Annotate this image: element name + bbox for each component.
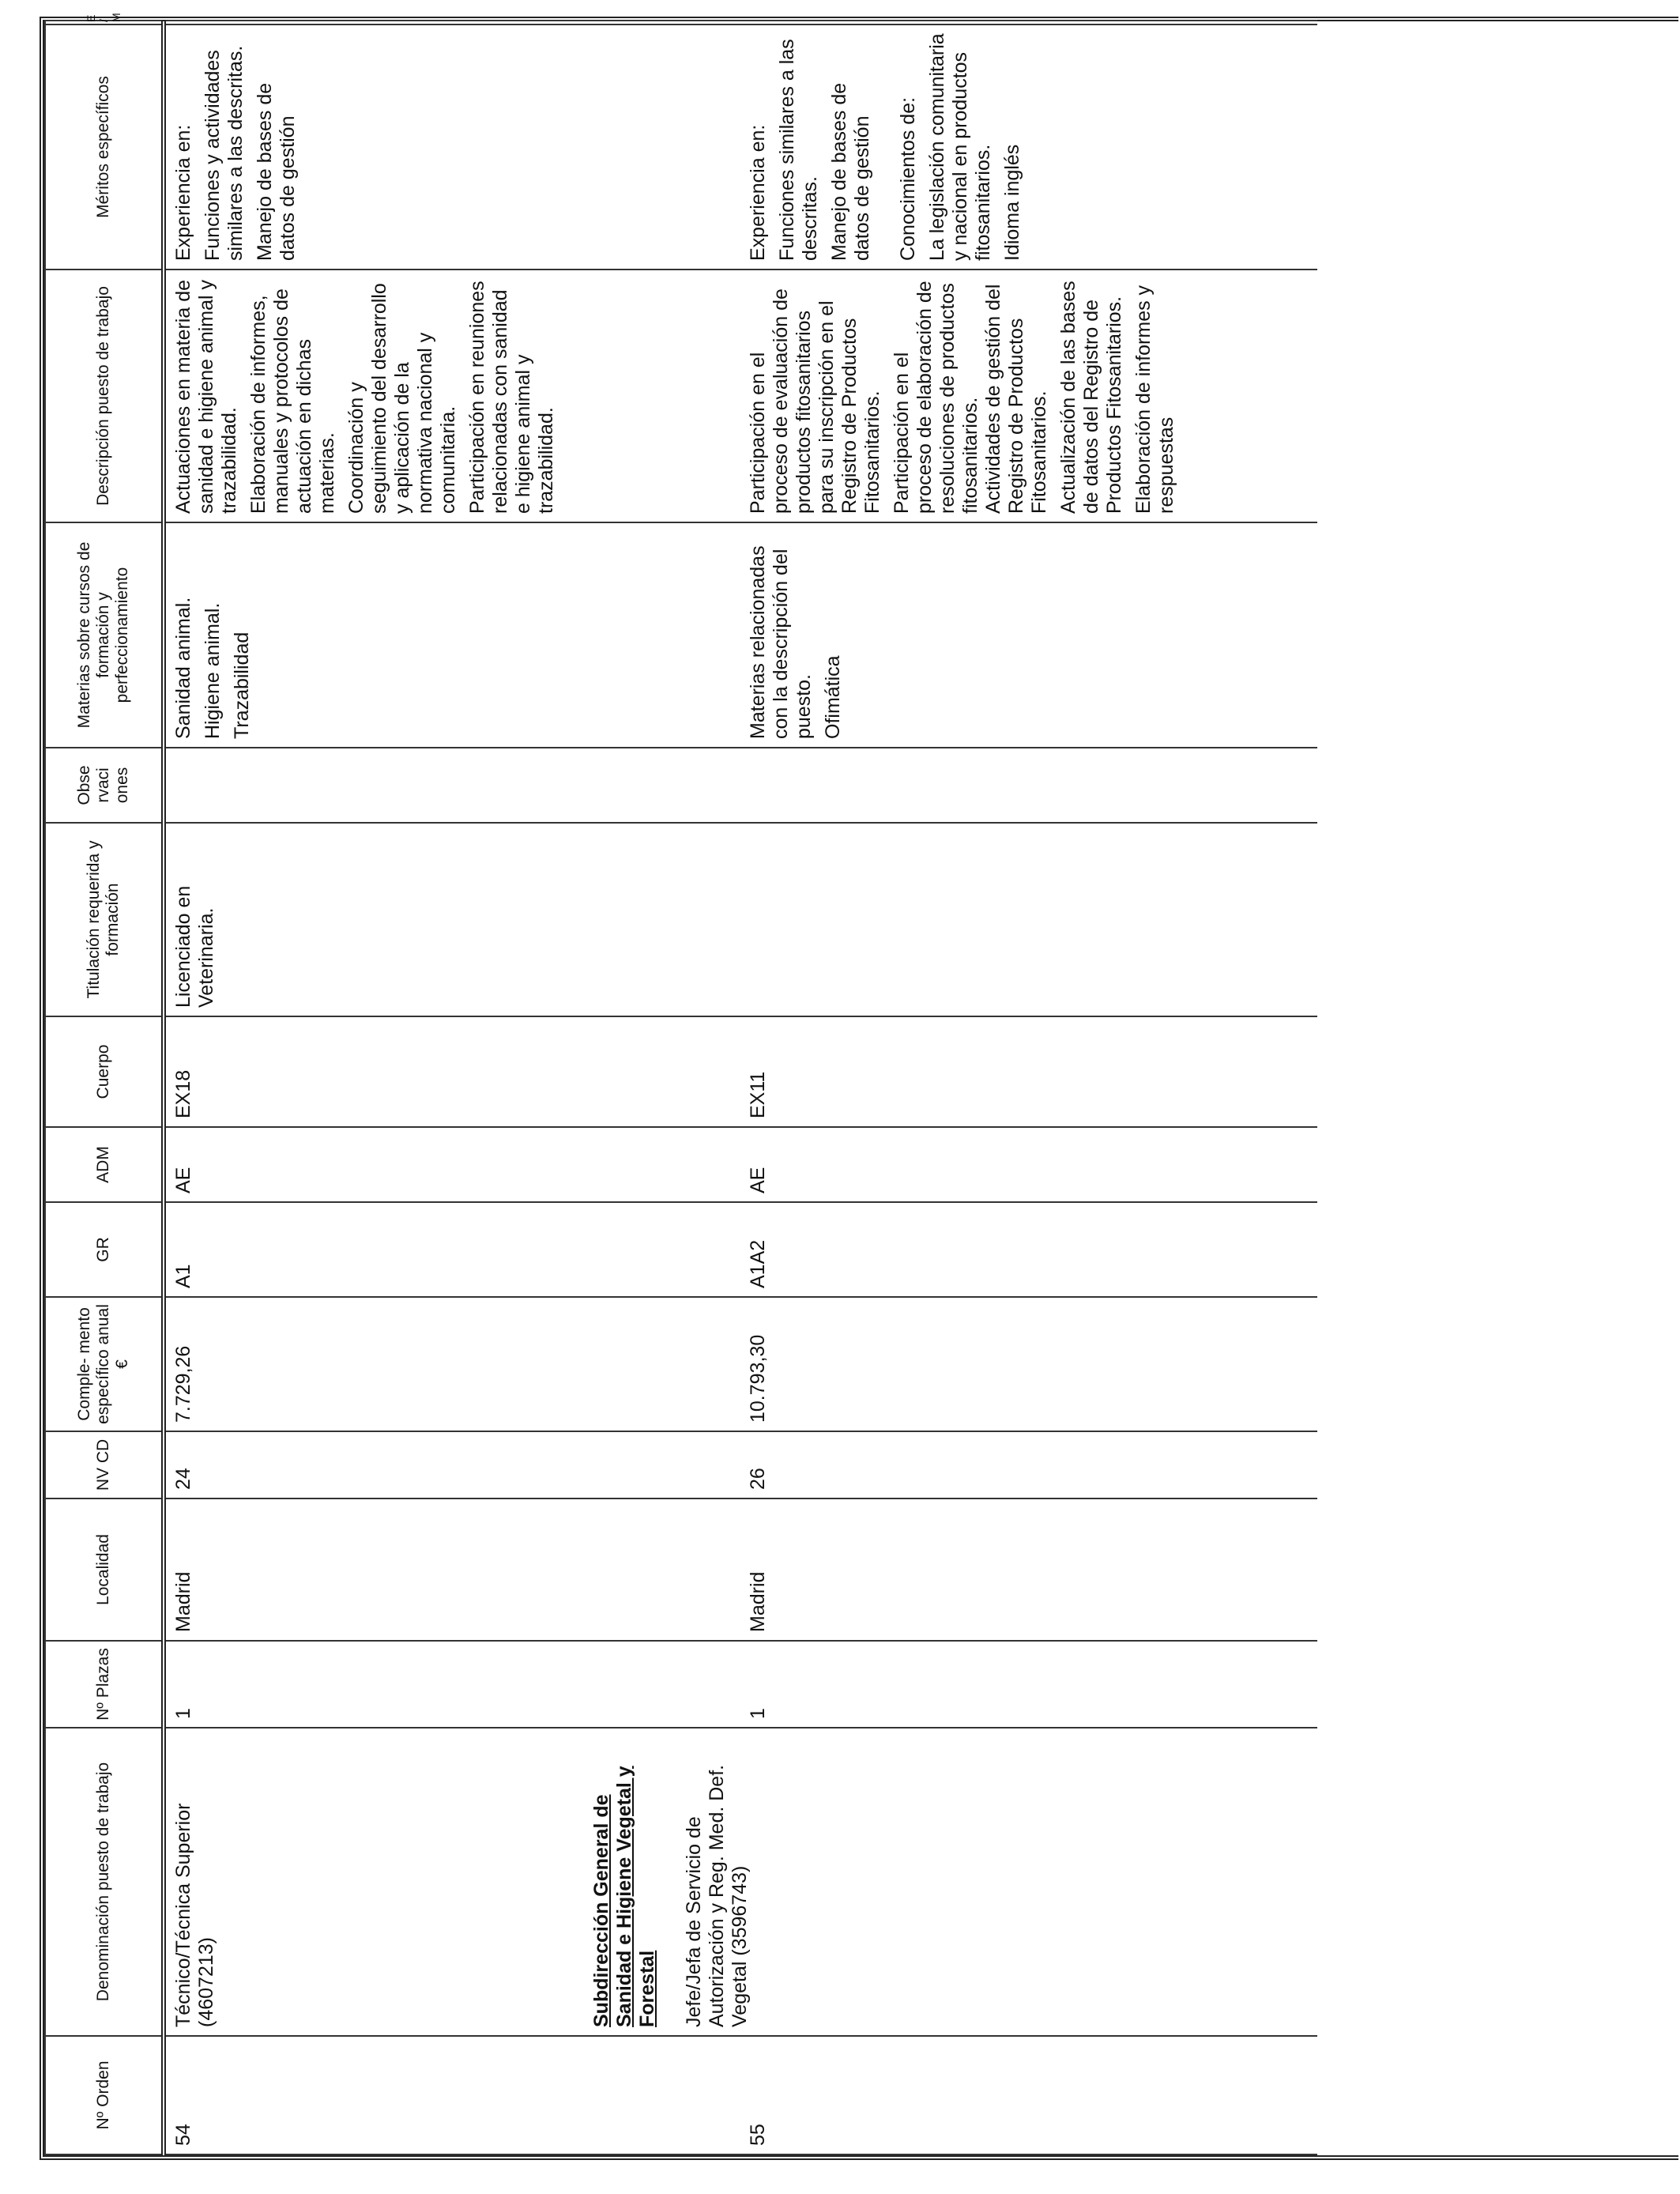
header-complemento: Comple- mento específico anual € — [45, 1297, 164, 1431]
cell-nivel: 26 — [740, 1431, 1317, 1498]
descripcion-item: Elaboración de informes, manuales y protocolos de actuación en dichas materias. — [247, 288, 338, 514]
cell-meritos — [164, 25, 740, 270]
descripcion-item: Participación en reuniones relacionadas con sanidad e higiene animal y trazabilidad. — [466, 281, 557, 514]
descripcion-item: Actividades de gestión del Registro de Productos Fitosanitarios. — [982, 284, 1050, 514]
cell-titulacion: Licenciado en Veterinaria. — [164, 823, 740, 1016]
header-localidad: Localidad — [45, 1498, 164, 1641]
merito-item: Conocimientos de: — [897, 96, 919, 261]
header-titulacion: Titulación requerida y formación — [45, 823, 164, 1016]
cell-orden: 54 — [164, 2036, 740, 2154]
denominacion-text: Jefe/Jefa de Servicio de Autorización y Reg. Med. Def. Vegetal (3596743) — [683, 1764, 751, 2027]
cell-plazas: 1 — [164, 1641, 740, 1728]
descripcion-item: Elaboración de informes y respuestas — [1132, 285, 1177, 514]
cell-orden: 55 — [740, 2036, 1317, 2154]
header-materias: Materias sobre cursos de formación y perfeccionamiento — [45, 522, 164, 748]
cell-cuerpo: EX11 — [740, 1016, 1317, 1127]
descripcion-item: Participación en el proceso de evaluación de productos fitosanitarios para su inscripción en el Registro de Productos Fitosanitarios. — [747, 288, 883, 514]
materia-item: Materias relacionadas con la descripción del puesto. — [747, 545, 815, 739]
header-nivel: NV CD — [45, 1431, 164, 1498]
merito-item: Experiencia en: — [172, 124, 194, 261]
header-observaciones: Obse rvaci ones — [45, 748, 164, 823]
cell-observaciones — [164, 748, 740, 823]
cell-cuerpo: EX18 — [164, 1016, 740, 1127]
cell-localidad: Madrid — [740, 1498, 1317, 1641]
job-positions-table — [44, 13, 1317, 2155]
cell-descripcion — [164, 270, 740, 522]
merito-item: Funciones y actividades similares a las descritas. — [202, 45, 247, 261]
header-denominacion: Denominación puesto de trabajo — [45, 1728, 164, 2036]
cell-em — [740, 21, 1317, 25]
header-grupo: GR — [45, 1202, 164, 1297]
merito-item: La legislación comunitaria y nacional en productos fitosanitarios. — [926, 33, 994, 261]
header-meritos: Méritos específicos — [45, 25, 164, 270]
cell-grupo: A1 — [164, 1202, 740, 1297]
cell-denominacion: Técnico/Técnica Superior (4607213) — [164, 1728, 740, 2036]
merito-item: Experiencia en: — [747, 124, 769, 261]
cell-descripcion — [740, 270, 1317, 522]
cell-grupo: A1A2 — [740, 1202, 1317, 1297]
cell-meritos — [740, 25, 1317, 270]
cell-adm: AE — [740, 1127, 1317, 1202]
header-cuerpo: Cuerpo — [45, 1016, 164, 1127]
materia-item: Sanidad animal. — [172, 597, 194, 739]
merito-item: Manejo de bases de datos de gestión — [254, 82, 299, 261]
descripcion-item: Participación en el proceso de elaboración de resoluciones de productos fitosanitarios. — [891, 281, 981, 514]
merito-item: Funciones similares a las descritas. — [776, 39, 821, 261]
cell-denominacion — [590, 1728, 1317, 2036]
header-plazas: Nº Plazas — [45, 1641, 164, 1728]
cell-adm: AE — [164, 1127, 740, 1202]
header-adm: ADM — [45, 1127, 164, 1202]
materia-item: Higiene animal. — [202, 602, 224, 739]
materia-item: Trazabilidad — [231, 631, 253, 739]
materia-item: Ofimática — [822, 655, 844, 739]
cell-plazas: 1 — [740, 1641, 1317, 1728]
cell-observaciones — [740, 748, 1317, 823]
descripcion-item: Coordinación y seguimiento del desarrollo y aplicación de la normativa nacional y comunitaria. — [345, 283, 459, 514]
table-row — [740, 21, 1317, 2154]
header-descripcion: Descripción puesto de trabajo — [45, 270, 164, 522]
cell-complemento: 7.729,26 — [164, 1297, 740, 1431]
cell-materias — [740, 522, 1317, 748]
cell-nivel: 24 — [164, 1431, 740, 1498]
cell-titulacion — [740, 823, 1317, 1016]
cell-localidad: Madrid — [164, 1498, 740, 1641]
cell-em — [164, 21, 740, 25]
header-row — [45, 21, 164, 2154]
descripcion-item: Actuaciones en materia de sanidad e higiene animal y trazabilidad. — [172, 279, 240, 514]
header-em: E / M — [45, 21, 164, 25]
merito-item: Idioma inglés — [1001, 144, 1023, 261]
descripcion-item: Actualización de las bases de datos del Registro de Productos Fitosanitarios. — [1057, 281, 1125, 514]
cell-materias — [164, 522, 740, 748]
header-orden: Nº Orden — [45, 2036, 164, 2154]
merito-spacer — [874, 33, 897, 261]
cell-complemento: 10.793,30 — [740, 1297, 1317, 1431]
section-heading: Subdirección General de Sanidad e Higiene Vegetal y Forestal — [590, 1766, 658, 2027]
merito-item: Manejo de bases de datos de gestión — [828, 82, 873, 261]
